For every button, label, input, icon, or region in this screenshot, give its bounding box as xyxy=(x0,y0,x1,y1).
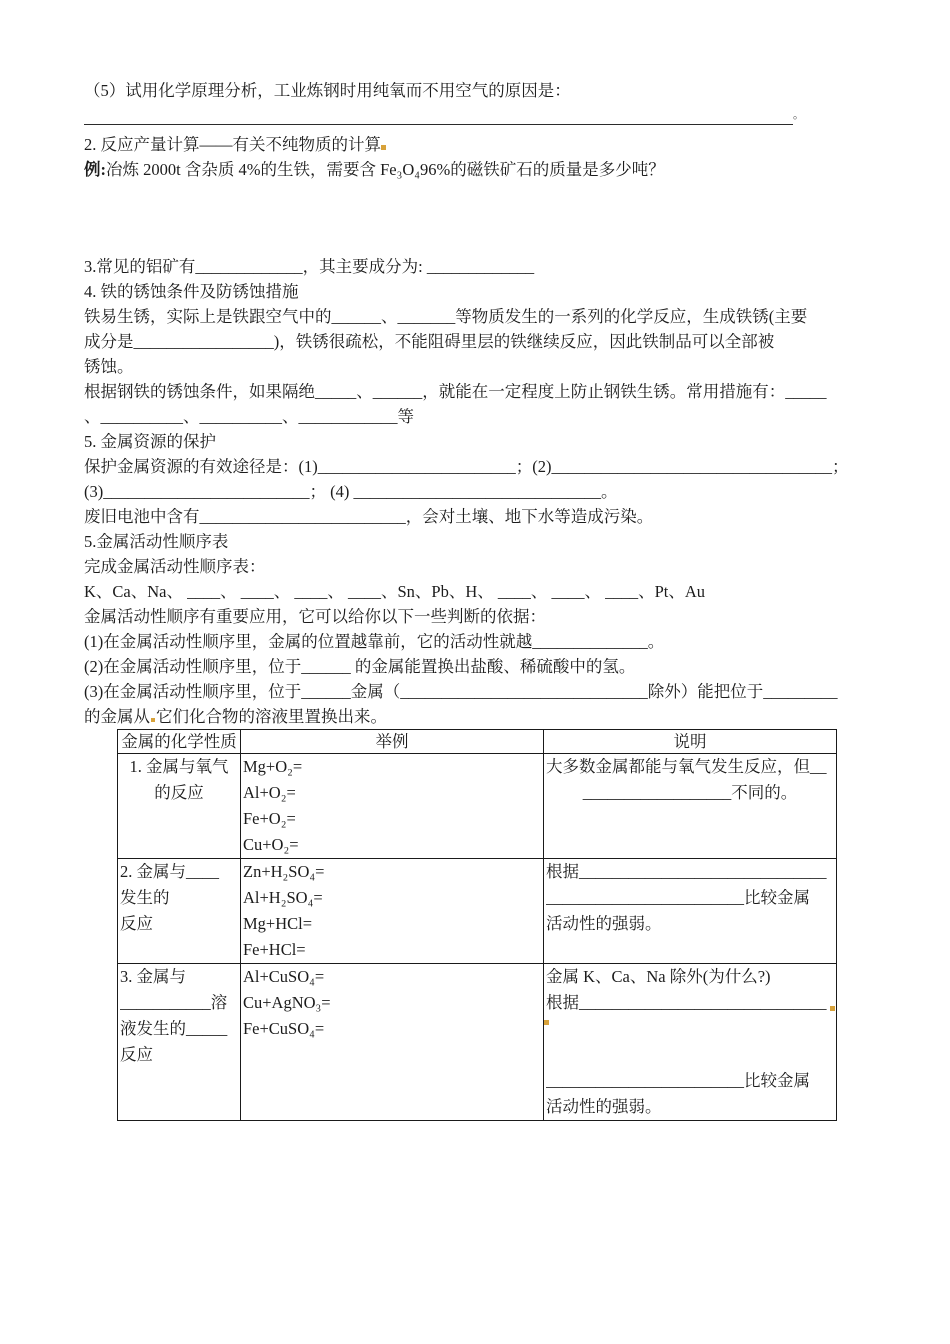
rust-text-1: 铁易生锈，实际上是铁跟空气中的______、_______等物质发生的一系列的化学反应，生成铁锈(主要 xyxy=(84,307,808,326)
edit-mark xyxy=(830,1006,835,1011)
row3-property-cell: 3. 金属与 ___________溶 液发生的_____ 反应 xyxy=(118,964,241,1121)
metal-properties-table xyxy=(117,729,837,1121)
series-use-3b: 的金属从 它们化合物的溶液里置换出来。 xyxy=(84,707,387,726)
question-5-prompt: （5）试用化学原理分析，工业炼钢时用纯氧而不用空气的原因是： xyxy=(84,81,571,100)
row3-examples-cell: Al+CuSO₄= Cu+AgNO₃= Fe+CuSO₄= xyxy=(241,964,544,1121)
battery-pollution: 废旧电池中含有_________________________，会对土壤、地下水等造成污染。 xyxy=(84,507,654,526)
row2-notes-cell: 根据______________________________ ________________________比较金属 活动性的强弱。 xyxy=(544,859,837,964)
example-problem xyxy=(84,157,878,182)
example-label: 例: xyxy=(84,160,106,179)
example-text: 冶炼 2000t 含杂质 4%的生铁，需要含 Fe₃O₄96%的磁铁矿石的质量是多少吨？ xyxy=(106,160,665,179)
rust-text-3: 锈蚀。 xyxy=(84,357,134,376)
activity-series: K、Ca、Na、 ____、 ____、 ____、 ____、Sn、Pb、H、 ____、 ____、 ____、Pt、Au xyxy=(84,582,706,601)
edit-mark xyxy=(544,1020,549,1025)
rule-end-punct: 。 xyxy=(793,109,804,121)
header-examples: 举例 xyxy=(241,730,544,754)
edit-mark xyxy=(381,145,386,150)
row1-property-cell: 1. 金属与氧气 的反应 xyxy=(118,754,241,859)
section-2-heading: 2. 反应产量计算——有关不纯物质的计算 xyxy=(84,132,878,157)
row2-examples-cell: Zn+H₂SO₄= Al+H₂SO₄= Mg+HCl= Fe+HCl= xyxy=(241,859,544,964)
row1-notes-cell: 大多数金属都能与氧气发生反应，但__ __________________不同的。 xyxy=(544,754,837,859)
protect-ways-1: 保护金属资源的有效途径是：(1)________________________；(2)__________________________________； xyxy=(84,457,849,476)
table-header-row xyxy=(118,730,837,754)
row3-notes-cell: 金属 K、Ca、Na 除外(为什么?) 根据______________________________ ________________________比较金属 活动性的强弱。 xyxy=(544,964,837,1121)
series-use-2: (2)在金属活动性顺序里，位于______ 的金属能置换出盐酸、稀硫酸中的氢。 xyxy=(84,657,636,676)
blank-rule xyxy=(84,109,793,125)
section-5a-heading: 5. 金属资源的保护 xyxy=(84,432,216,451)
complete-series-prompt: 完成金属活动性顺序表： xyxy=(84,557,266,576)
protect-ways-2: (3)_________________________； (4) ______________________________。 xyxy=(84,482,618,501)
item-4-heading: 4. 铁的锈蚀条件及防锈蚀措施 xyxy=(84,282,299,301)
table-row xyxy=(118,964,837,1121)
rust-prevention-2: 、__________、__________、____________等 xyxy=(84,407,414,426)
table-row xyxy=(118,754,837,859)
table-row xyxy=(118,859,837,964)
header-property: 金属的化学性质 xyxy=(118,730,241,754)
rust-text-2: 成分是_________________)，铁锈很疏松，不能阻碍里层的铁继续反应，因此铁制品可以全部被 xyxy=(84,332,775,351)
answer-rule-line xyxy=(84,103,878,132)
work-space xyxy=(84,182,878,254)
series-use-3a: (3)在金属活动性顺序里，位于______金属（______________________________除外）能把位于_________ xyxy=(84,682,838,701)
series-use-1: (1)在金属活动性顺序里，金属的位置越靠前，它的活动性就越______________。 xyxy=(84,632,665,651)
row1-examples-cell: Mg+O₂= Al+O₂= Fe+O₂= Cu+O₂= xyxy=(241,754,544,859)
row2-property-cell: 2. 金属与____ 发生的 反应 xyxy=(118,859,241,964)
edit-mark xyxy=(151,718,155,722)
section-5b-heading: 5.金属活动性顺序表 xyxy=(84,532,229,551)
item-3-aluminum-ores: 3.常见的铝矿有_____________，其主要成分为: _____________ xyxy=(84,257,535,276)
series-basis: 金属活动性顺序有重要应用，它可以给你以下一些判断的依据： xyxy=(84,607,546,626)
rust-prevention-1: 根据钢铁的锈蚀条件，如果隔绝_____、______，就能在一定程度上防止钢铁生锈。常用措施有：_____ xyxy=(84,382,827,401)
header-notes: 说明 xyxy=(544,730,837,754)
